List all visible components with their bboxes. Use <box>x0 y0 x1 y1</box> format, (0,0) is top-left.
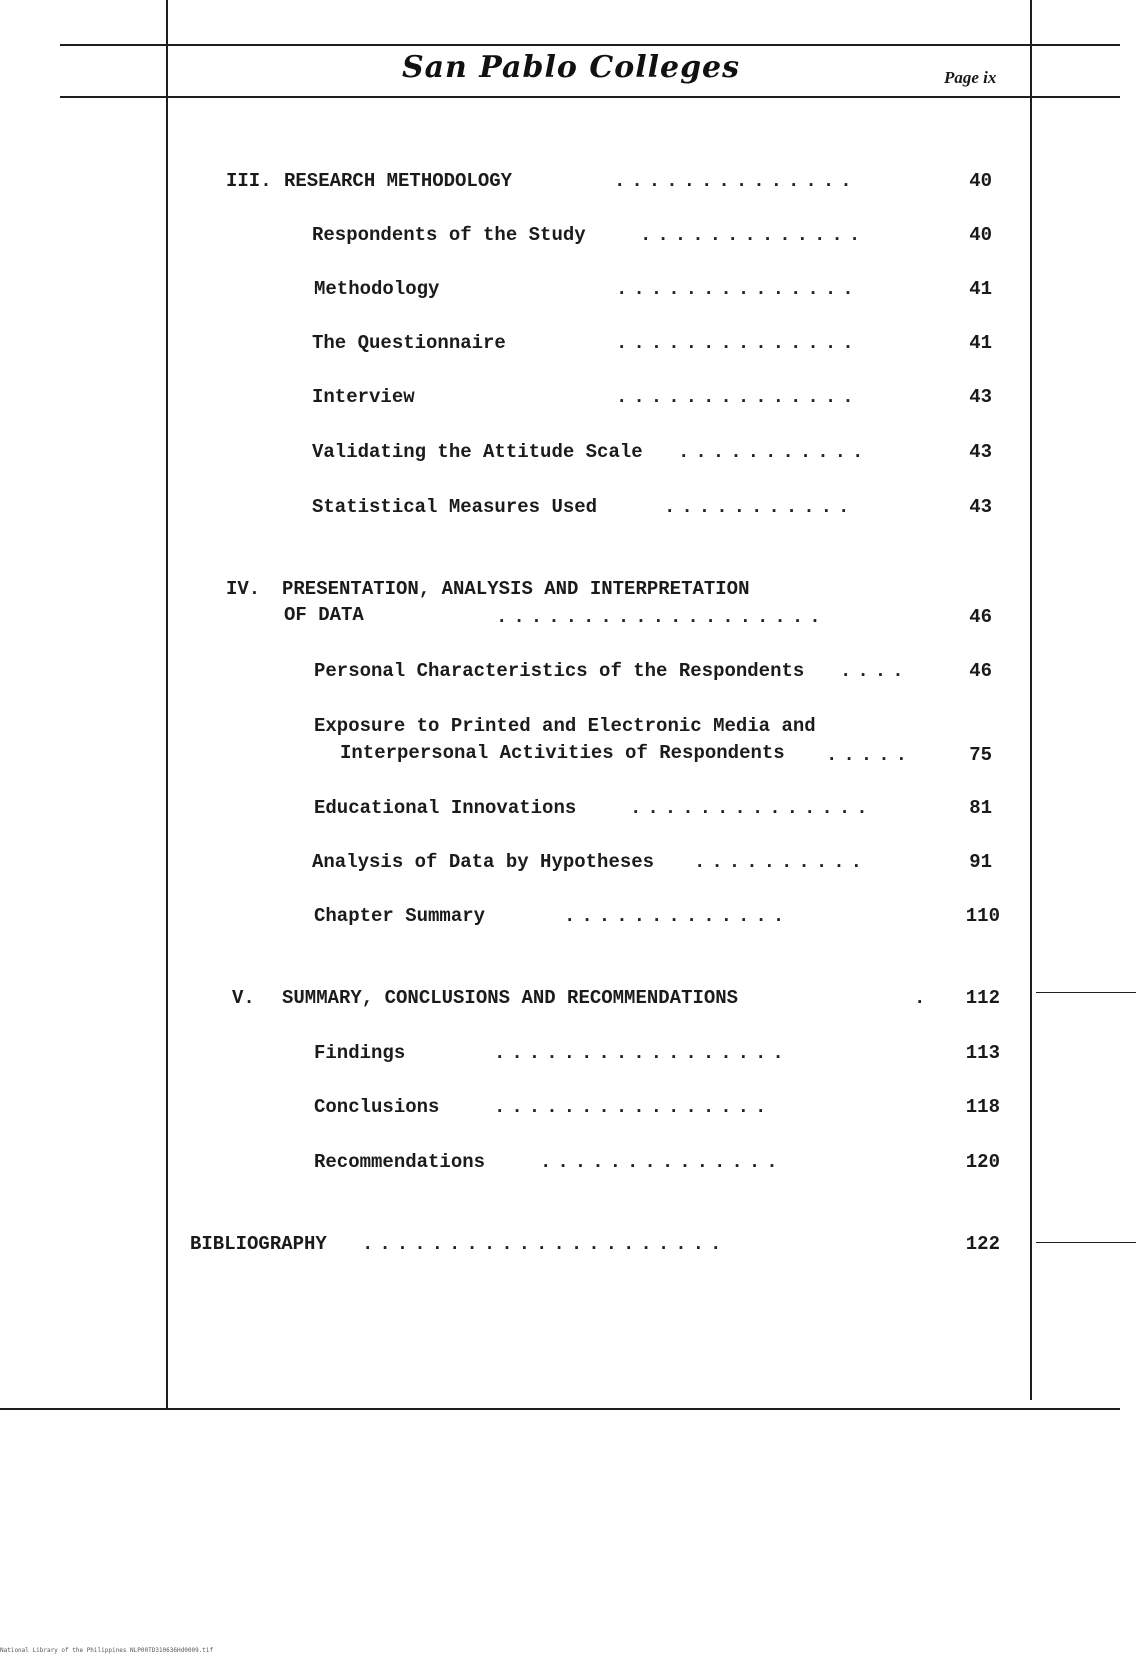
toc-entry-title: RESEARCH METHODOLOGY <box>284 170 513 192</box>
leader-dots: ................ <box>494 1096 773 1118</box>
toc-entry-page: 81 <box>969 797 992 819</box>
college-name: San Pablo Colleges <box>401 50 741 85</box>
leader-dots: ..................... <box>362 1233 728 1255</box>
toc-entry-page: 40 <box>969 170 992 192</box>
toc-entry-page: 118 <box>965 1096 1000 1118</box>
leader-dots: .............. <box>540 1151 784 1173</box>
toc-entry-title: Conclusions <box>314 1096 440 1118</box>
toc-entry-page: 113 <box>965 1042 1000 1064</box>
toc-entry-title-continued: Interpersonal Activities of Respondents <box>340 742 785 764</box>
leader-dots: ..... <box>826 744 914 766</box>
toc-entry-title: The Questionnaire <box>312 332 506 354</box>
leader-dots: ........... <box>678 441 870 463</box>
frame-right-rule <box>1030 0 1032 1400</box>
leader-dots: ................. <box>494 1042 790 1064</box>
toc-entry-page: 43 <box>969 386 992 408</box>
scan-footer-note: National Library of the Philippines NLP00TD310636Hd0009.tif <box>0 1647 214 1654</box>
margin-mark-right-2 <box>1036 1242 1136 1243</box>
leader-dots: .............. <box>616 386 860 408</box>
leader-dots: . <box>914 987 932 1009</box>
leader-dots: .... <box>840 660 910 682</box>
toc-entry-title: Interview <box>312 386 415 408</box>
chapter-number: V. <box>232 987 255 1009</box>
toc-entry-page: 120 <box>965 1151 1000 1173</box>
toc-entry-title: Methodology <box>314 278 440 300</box>
frame-top-rule <box>60 44 1120 46</box>
toc-entry-page: 46 <box>969 660 992 682</box>
margin-mark-right-1 <box>1036 992 1136 993</box>
toc-entry-title: Findings <box>314 1042 406 1064</box>
toc-entry-page: 41 <box>969 332 992 354</box>
toc-entry-page: 91 <box>969 851 992 873</box>
leader-dots: .......... <box>694 851 869 873</box>
toc-entry-title: Personal Characteristics of the Respondents <box>314 660 805 682</box>
toc-entry-title: SUMMARY, CONCLUSIONS AND RECOMMENDATIONS <box>282 987 739 1009</box>
toc-entry-title: PRESENTATION, ANALYSIS AND INTERPRETATION <box>282 578 750 600</box>
toc-entry-page: 43 <box>969 441 992 463</box>
chapter-number: IV. <box>226 578 261 600</box>
toc-entry-page: 40 <box>969 224 992 246</box>
leader-dots: ................... <box>496 606 827 628</box>
toc-entry-title: Analysis of Data by Hypotheses <box>312 851 655 873</box>
toc-entry-title: Exposure to Printed and Electronic Media and <box>314 715 816 737</box>
leader-dots: .............. <box>616 278 860 300</box>
leader-dots: .............. <box>614 170 858 192</box>
toc-entry-title: Respondents of the Study <box>312 224 586 246</box>
toc-entry-title: Educational Innovations <box>314 797 577 819</box>
toc-entry-page: 110 <box>965 905 1000 927</box>
toc-entry-title: Validating the Attitude Scale <box>312 441 643 463</box>
toc-entry-page: 112 <box>965 987 1000 1009</box>
leader-dots: .............. <box>630 797 874 819</box>
toc-entry-title: Recommendations <box>314 1151 486 1173</box>
page-number-label: Page ix <box>944 68 997 87</box>
frame-bottom-rule <box>0 1408 1120 1410</box>
toc-entry-title: BIBLIOGRAPHY <box>190 1233 327 1255</box>
frame-left-rule <box>166 0 168 1410</box>
leader-dots: .............. <box>616 332 860 354</box>
toc-entry-page: 46 <box>969 606 992 628</box>
toc-entry-page: 41 <box>969 278 992 300</box>
header-bottom-rule <box>60 96 1120 98</box>
toc-entry-title: Statistical Measures Used <box>312 496 598 518</box>
toc-entry-page: 75 <box>969 744 992 766</box>
toc-entry-page: 43 <box>969 496 992 518</box>
leader-dots: ............. <box>564 905 791 927</box>
leader-dots: ............. <box>640 224 867 246</box>
toc-entry-title-continued: OF DATA <box>284 604 364 626</box>
leader-dots: ........... <box>664 496 856 518</box>
toc-entry-title: Chapter Summary <box>314 905 486 927</box>
chapter-number: III. <box>226 170 272 192</box>
toc-entry-page: 122 <box>965 1233 1000 1255</box>
